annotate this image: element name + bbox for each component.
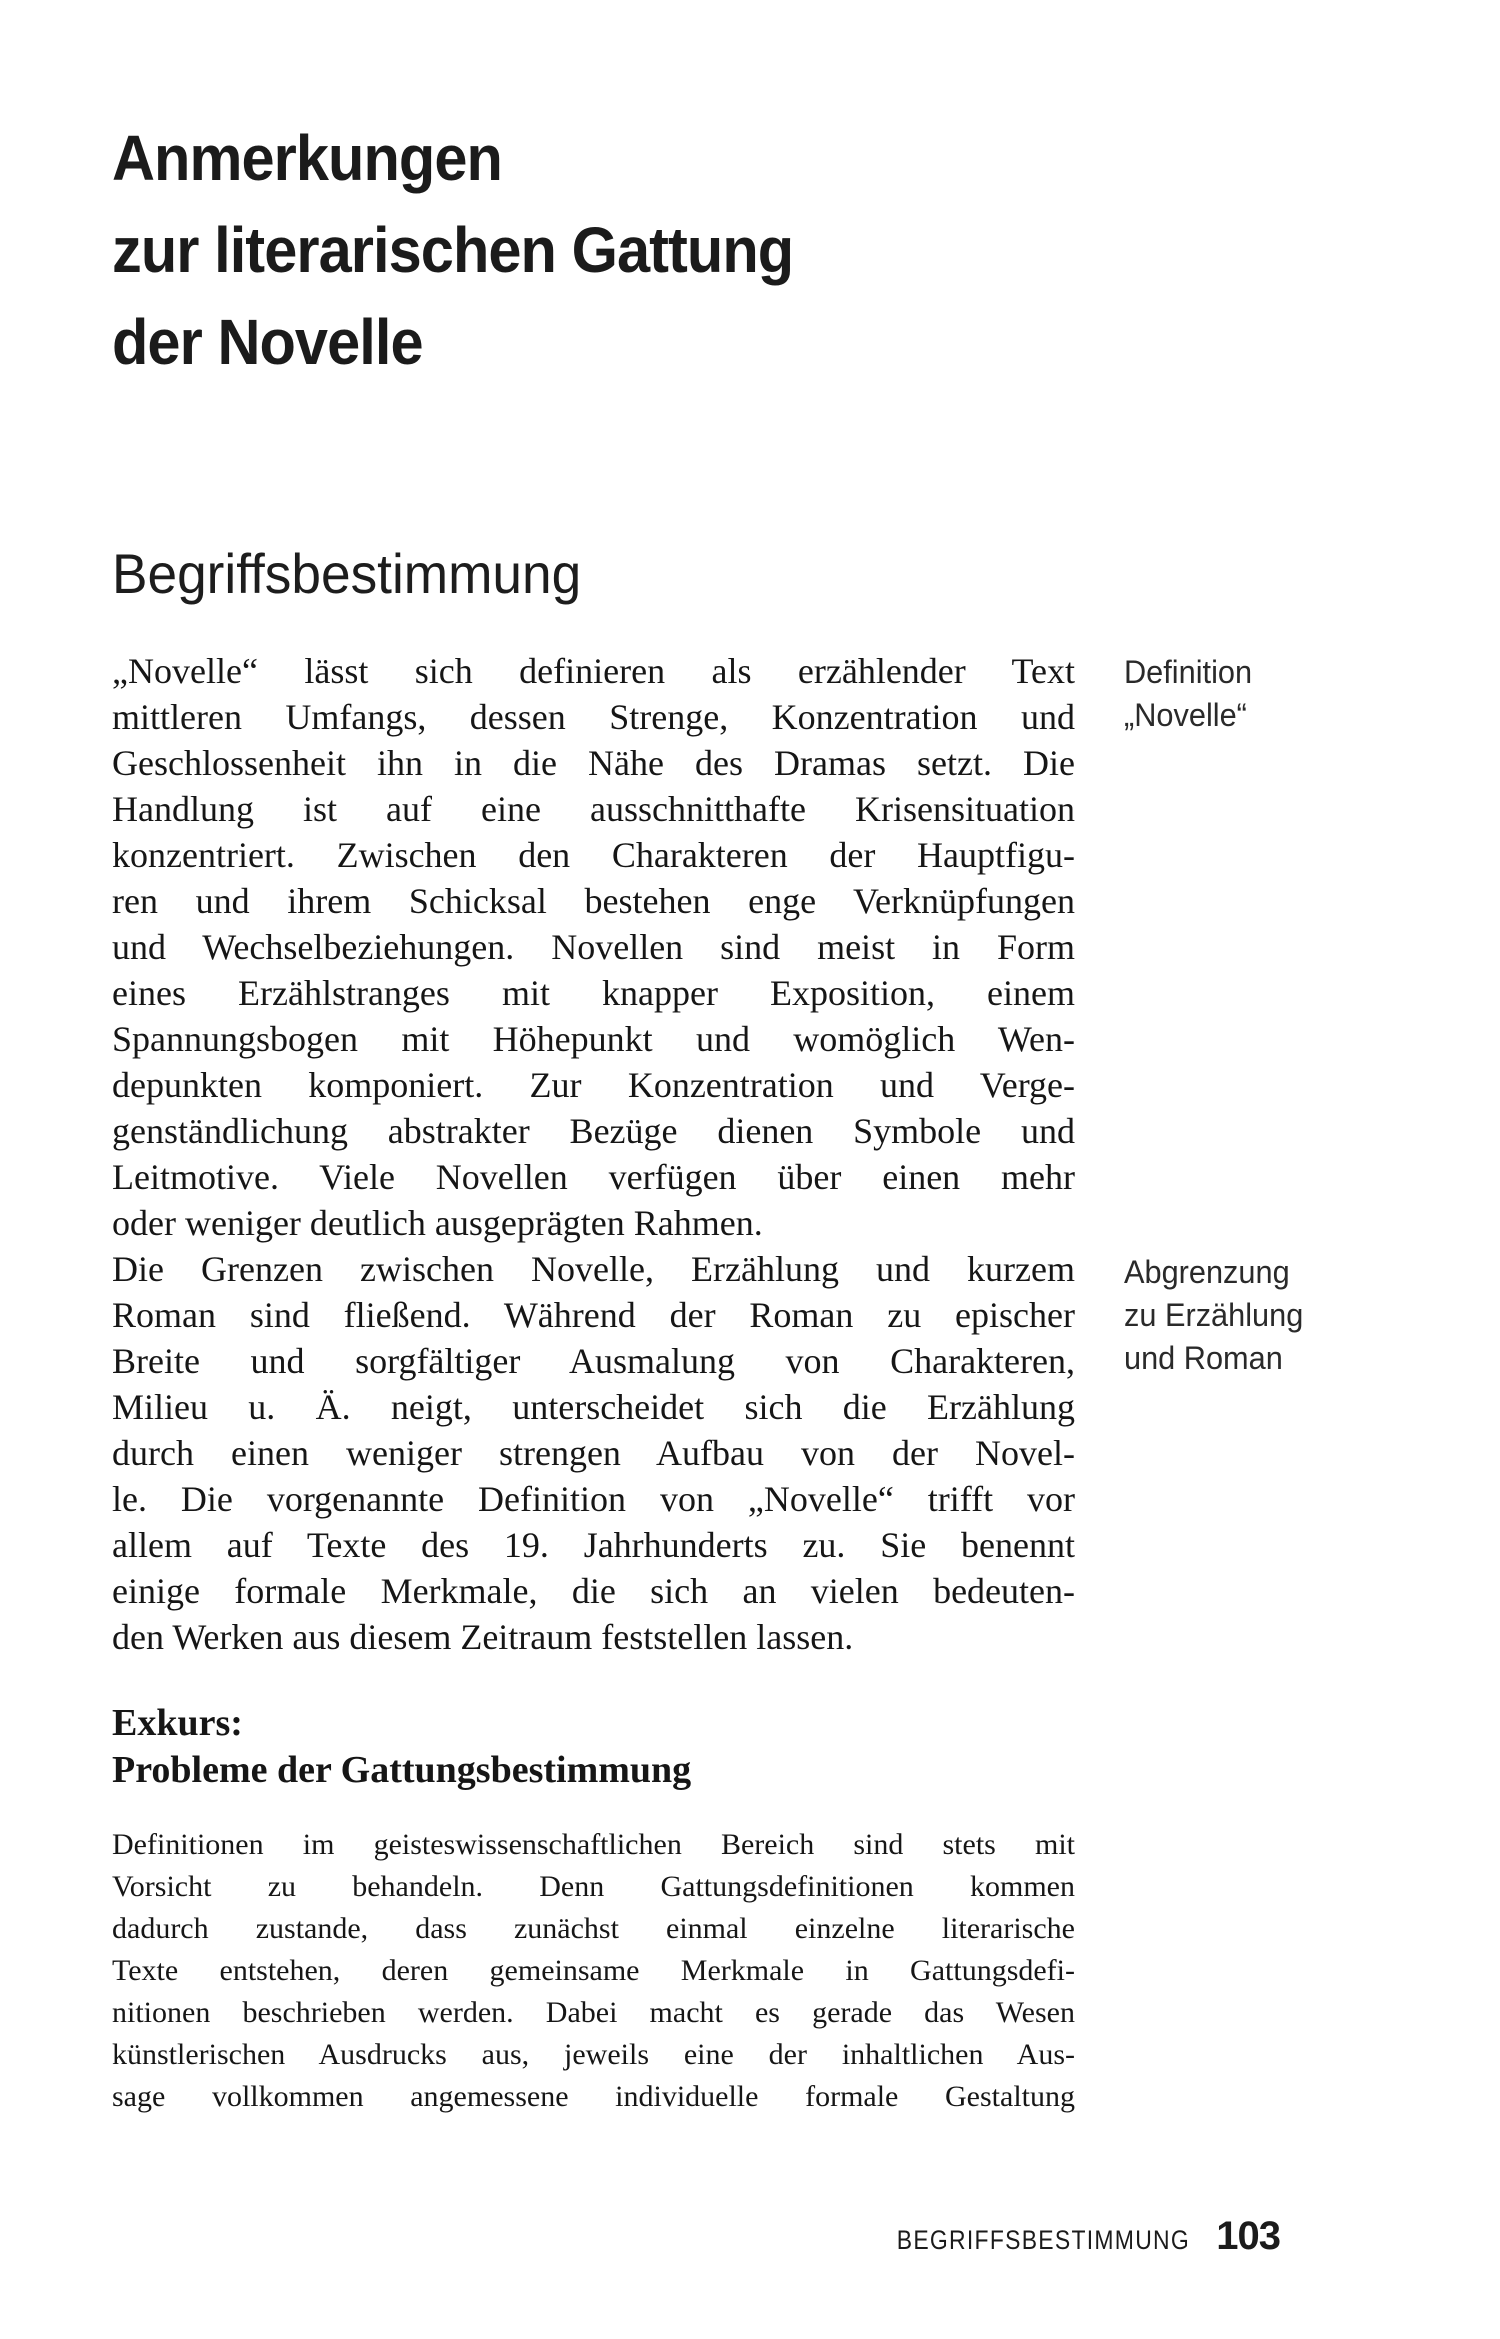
body-text-line: eines Erzählstranges mit knapper Exposition, einem [112, 973, 1075, 1013]
excursus-text-line: künstlerischen Ausdrucks aus, jeweils eine der inhaltlichen Aus- [112, 2038, 1075, 2071]
margin-note-line: Definition [1124, 654, 1253, 690]
body-text-line: einige formale Merkmale, die sich an vielen bedeuten- [112, 1571, 1075, 1611]
body-text-line: genständlichung abstrakter Bezüge dienen Symbole und [112, 1111, 1075, 1151]
body-text-line: Spannungsbogen mit Höhepunkt und womöglich Wen- [112, 1019, 1075, 1059]
section-heading: Begriffsbestimmung [112, 542, 582, 605]
body-text-line: konzentriert. Zwischen den Charakteren der Hauptfigu- [112, 835, 1075, 875]
body-text-line: „Novelle“ lässt sich definieren als erzählender Text [112, 651, 1075, 691]
margin-note-definition-novelle [1124, 651, 1412, 737]
margin-note-line: Abgrenzung [1124, 1254, 1290, 1290]
excursus-text-line: Vorsicht zu behandeln. Denn Gattungsdefinitionen kommen [112, 1870, 1075, 1903]
margin-note-abgrenzung [1124, 1251, 1412, 1380]
paragraph-definition-novelle [112, 648, 1075, 1246]
body-text-line: Geschlossenheit ihn in die Nähe des Dramas setzt. Die [112, 743, 1075, 783]
body-text-line: oder weniger deutlich ausgeprägten Rahmen. [112, 1203, 763, 1243]
excursus-text-line: sage vollkommen angemessene individuelle formale Gestaltung [112, 2080, 1075, 2113]
body-text-line: allem auf Texte des 19. Jahrhunderts zu. Sie benennt [112, 1525, 1075, 1565]
excursus-text-line: Definitionen im geisteswissenschaftlichen Bereich sind stets mit [112, 1828, 1075, 1861]
excursus-text-line: dadurch zustande, dass zunächst einmal einzelne literarische [112, 1912, 1075, 1945]
margin-note-line: „Novelle“ [1124, 697, 1247, 733]
page-title [112, 112, 793, 388]
body-text-line: durch einen weniger strengen Aufbau von der Novel- [112, 1433, 1075, 1473]
running-footer-section-label: BEGRIFFSBESTIMMUNG [896, 2225, 1191, 2255]
body-text-line: le. Die vorgenannte Definition von „Novelle“ trifft vor [112, 1479, 1075, 1519]
body-text-line: und Wechselbeziehungen. Novellen sind meist in Form [112, 927, 1075, 967]
excursus-paragraph [112, 1824, 1075, 2118]
excursus-heading [112, 1700, 691, 1794]
body-text-line: Roman sind fließend. Während der Roman zu epischer [112, 1295, 1075, 1335]
body-text-line: depunkten komponiert. Zur Konzentration und Verge- [112, 1065, 1075, 1105]
body-text-line: Handlung ist auf eine ausschnitthafte Krisensituation [112, 789, 1075, 829]
page-title-line: zur literarischen Gattung [112, 214, 794, 286]
body-text-line: den Werken aus diesem Zeitraum feststellen lassen. [112, 1617, 854, 1657]
body-text-line: mittleren Umfangs, dessen Strenge, Konzentration und [112, 697, 1075, 737]
body-text-line: Milieu u. Ä. neigt, unterscheidet sich die Erzählung [112, 1387, 1075, 1427]
excursus-text-line: Texte entstehen, deren gemeinsame Merkmale in Gattungsdefi- [112, 1954, 1075, 1987]
page-number: 103 [1216, 2214, 1280, 2258]
excursus-heading-line: Probleme der Gattungsbestimmung [112, 1749, 692, 1791]
page-title-line: der Novelle [112, 306, 423, 378]
excursus-heading-line: Exkurs: [112, 1702, 243, 1744]
body-column [112, 648, 1075, 1660]
excursus-text-line: nitionen beschrieben werden. Dabei macht es gerade das Wesen [112, 1996, 1075, 2029]
page-footer [845, 2216, 1280, 2256]
margin-note-line: zu Erzählung [1124, 1297, 1304, 1333]
paragraph-abgrenzung [112, 1246, 1075, 1660]
body-text-line: Leitmotive. Viele Novellen verfügen über einen mehr [112, 1157, 1075, 1197]
body-text-line: Breite und sorgfältiger Ausmalung von Charakteren, [112, 1341, 1075, 1381]
page-title-line: Anmerkungen [112, 122, 502, 194]
body-text-line: ren und ihrem Schicksal bestehen enge Verknüpfungen [112, 881, 1075, 921]
margin-note-line: und Roman [1124, 1340, 1283, 1376]
body-text-line: Die Grenzen zwischen Novelle, Erzählung und kurzem [112, 1249, 1075, 1289]
